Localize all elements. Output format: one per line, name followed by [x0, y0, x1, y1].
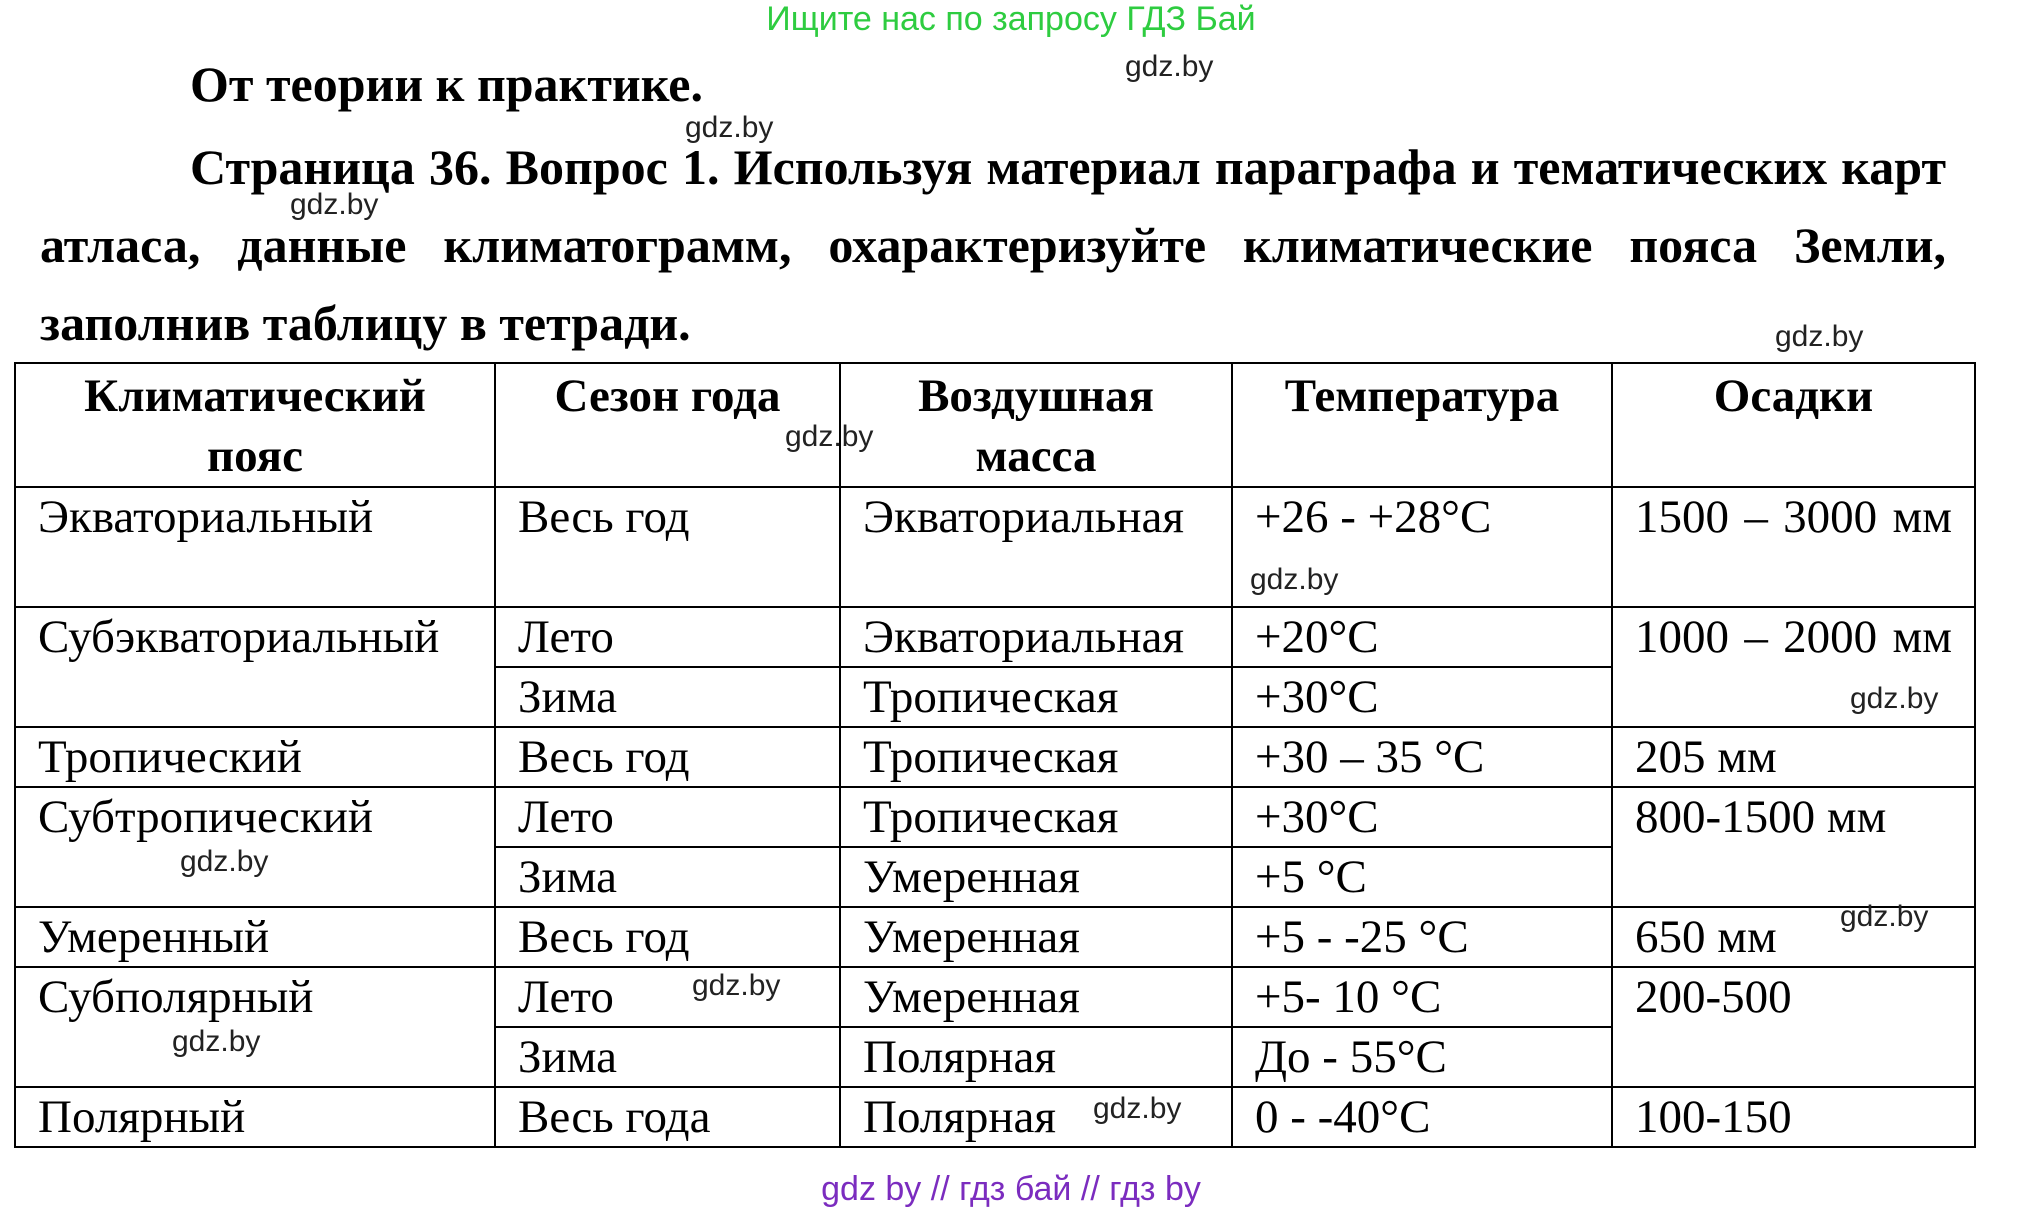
cell-temp: +30°С: [1232, 787, 1612, 847]
cell-season: Весь год: [495, 487, 840, 607]
cell-belt: Тропический: [15, 727, 495, 787]
cell-season: Лето: [495, 607, 840, 667]
watermark: gdz.by: [1250, 563, 1339, 596]
header-mass: Воздушная масса: [840, 363, 1232, 487]
watermark: gdz.by: [1850, 682, 1939, 715]
cell-temp: 0 - -40°С: [1232, 1087, 1612, 1147]
watermark: gdz.by: [1093, 1092, 1182, 1125]
watermark: gdz.by: [290, 188, 379, 221]
watermark: gdz.by: [685, 111, 774, 144]
table-header-row: [15, 363, 1975, 487]
section-heading: От теории к практике.: [190, 56, 703, 112]
cell-mass: Умеренная: [840, 967, 1232, 1027]
top-banner: Ищите нас по запросу ГДЗ Бай: [766, 0, 1256, 38]
cell-temp: До - 55°С: [1232, 1027, 1612, 1087]
cell-season: Весь год: [495, 907, 840, 967]
cell-temp: +26 - +28°С: [1232, 487, 1612, 607]
table-row: [15, 1087, 1975, 1147]
climate-table: [14, 362, 1976, 1148]
cell-season: Весь год: [495, 727, 840, 787]
cell-precip: 1000 – 2000 мм: [1612, 607, 1975, 727]
cell-temp: +5 °С: [1232, 847, 1612, 907]
cell-temp: +30 – 35 °С: [1232, 727, 1612, 787]
cell-temp: +5 - -25 °С: [1232, 907, 1612, 967]
cell-precip: 205 мм: [1612, 727, 1975, 787]
cell-mass: Умеренная: [840, 907, 1232, 967]
cell-mass: Экваториальная: [840, 487, 1232, 607]
cell-temp: +30°С: [1232, 667, 1612, 727]
watermark: gdz.by: [1775, 320, 1864, 353]
cell-temp: +5- 10 °С: [1232, 967, 1612, 1027]
cell-mass: Экваториальная: [840, 607, 1232, 667]
table-row: [15, 787, 1975, 847]
cell-season: Лето: [495, 967, 840, 1027]
cell-mass: Тропическая: [840, 727, 1232, 787]
watermark: gdz.by: [180, 845, 269, 878]
cell-season: Весь года: [495, 1087, 840, 1147]
cell-season: Зима: [495, 1027, 840, 1087]
cell-season: Лето: [495, 787, 840, 847]
cell-belt: Умеренный: [15, 907, 495, 967]
table-row: [15, 907, 1975, 967]
cell-season: Зима: [495, 847, 840, 907]
cell-belt: Субэкваториальный: [15, 607, 495, 727]
table-row: [15, 967, 1975, 1027]
cell-mass: Тропическая: [840, 787, 1232, 847]
header-precip: Осадки: [1612, 363, 1975, 487]
question-text: Страница 36. Вопрос 1. Используя материал параграфа и тематических карт атласа, данные климатограмм, охарактеризуйте климатические пояса Земли, заполнив таблицу в тетради.: [40, 139, 1946, 351]
cell-precip: 650 мм: [1612, 907, 1975, 967]
cell-precip: 100-150: [1612, 1087, 1975, 1147]
cell-precip: 1500 – 3000 мм: [1612, 487, 1975, 607]
watermark: gdz.by: [172, 1025, 261, 1058]
header-temp: Температура: [1232, 363, 1612, 487]
cell-mass: Полярная: [840, 1087, 1232, 1147]
cell-belt: Полярный: [15, 1087, 495, 1147]
cell-belt: Субтропический: [15, 787, 495, 907]
watermark: gdz.by: [1125, 50, 1214, 83]
cell-precip: 200-500: [1612, 967, 1975, 1087]
footer-watermark: gdz by // гдз бай // гдз by: [821, 1170, 1201, 1208]
cell-season: Зима: [495, 667, 840, 727]
cell-temp: +20°С: [1232, 607, 1612, 667]
watermark: gdz.by: [692, 969, 781, 1002]
header-season: Сезон года: [495, 363, 840, 487]
cell-belt: Экваториальный: [15, 487, 495, 607]
cell-mass: Умеренная: [840, 847, 1232, 907]
watermark: gdz.by: [1840, 900, 1929, 933]
header-belt: Климатический пояс: [15, 363, 495, 487]
table-row: [15, 487, 1975, 607]
cell-precip: 800-1500 мм: [1612, 787, 1975, 907]
table-row: [15, 607, 1975, 667]
cell-mass: Полярная: [840, 1027, 1232, 1087]
cell-belt: Субполярный: [15, 967, 495, 1087]
watermark: gdz.by: [785, 420, 874, 453]
cell-mass: Тропическая: [840, 667, 1232, 727]
table-row: [15, 727, 1975, 787]
